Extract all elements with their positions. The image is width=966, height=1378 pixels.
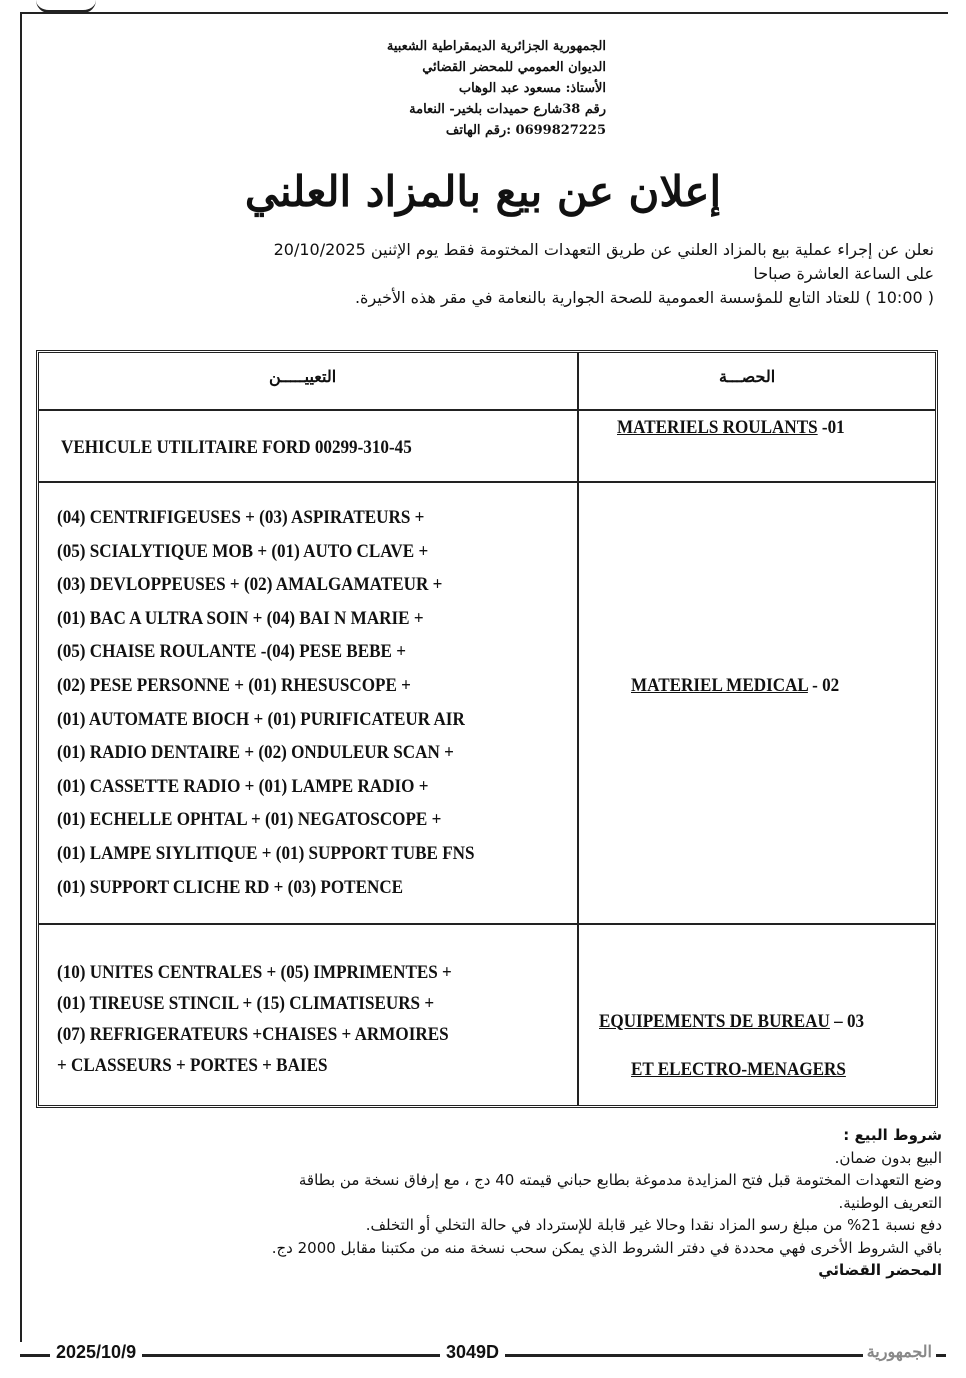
lot-1-number: -01 [821, 417, 845, 438]
list-item: (10) UNITES CENTRALES + (05) IMPRIMENTES + [57, 962, 452, 983]
header-bailiff-name: الأستاذ: مسعود عبد الوهاب [458, 81, 606, 96]
list-item: (01) BAC A ULTRA SOIN + (04) BAI N MARIE + [57, 607, 424, 629]
lot-1-label [617, 417, 845, 439]
lot-1-item: VEHICULE UTILITAIRE FORD 00299-310-45 [61, 437, 412, 458]
lot-2-items [57, 501, 475, 904]
intro-line-3: ( 10:00 ) للعتاد التابع للمؤسسة العمومية للصحة الجوارية بالنعامة في مقر هذه الأخيرة. [354, 288, 934, 307]
table-column-divider [577, 353, 579, 1105]
table-row-divider-1 [39, 481, 935, 483]
footer [20, 1340, 946, 1370]
table-row-divider-2 [39, 923, 935, 925]
lot-3-items [57, 957, 452, 1081]
list-item: (05) CHAISE ROULANTE -(04) PESE BEBE + [57, 641, 406, 663]
list-item: (01) TIREUSE STINCIL + (15) CLIMATISEURS + [57, 993, 435, 1014]
lot-2-number: - 02 [812, 675, 840, 696]
footer-code: 3049D [440, 1342, 505, 1363]
lot-3-number: – 03 [834, 1011, 865, 1032]
column-header-lot: الحصـــة [719, 367, 776, 386]
condition-line-5: باقي الشروط الأخرى فهي محددة في دفتر الشروط الذي يمكن سحب نسخة منه من مكتبنا مقابل 2000 دج. [271, 1238, 942, 1257]
intro-paragraph [34, 238, 934, 310]
lots-table [36, 350, 938, 1108]
newspaper-logo: الجمهورية [863, 1342, 936, 1361]
condition-line-1: البيع بدون ضمان. [834, 1148, 942, 1167]
condition-line-2: وضع التعهدات المختومة قبل فتح المزايدة مدموغة بطابع حباني قيمته 40 دج ، مع إرفاق نسخة من بطاقة [298, 1171, 942, 1189]
condition-line-3: التعريف الوطنية. [838, 1193, 942, 1212]
table-header-divider [39, 409, 935, 411]
conditions-title: شروط البيع : [843, 1126, 942, 1144]
list-item: (07) REFRIGERATEURS +CHAISES + ARMOIRES [57, 1024, 449, 1045]
page-title: إعلان عن بيع بالمزاد العلني [244, 167, 722, 216]
condition-line-4: دفع نسبة 21% من مبلغ رسو المزاد نقدا وحالا غير قابلة للإسترداد في حالة التخلي أو التخلف. [365, 1216, 942, 1234]
lot-2-label [631, 675, 839, 697]
lot-3-label-line2 [631, 1059, 846, 1081]
header-country: الجمهورية الجزائرية الديمقراطية الشعبية [386, 39, 606, 54]
list-item: (01) SUPPORT CLICHE RD + (03) POTENCE [57, 876, 404, 898]
column-header-designation: التعييـــــن [269, 367, 337, 386]
list-item: (04) CENTRIFIGEUSES + (03) ASPIRATEURS + [57, 507, 425, 528]
signature: المحضر القضائي [818, 1261, 942, 1279]
lot-2-label-text: MATERIEL MEDICAL [631, 675, 808, 696]
list-item: (01) ECHELLE OPHTAL + (01) NEGATOSCOPE + [57, 809, 442, 831]
list-item: (01) LAMPE SIYLITIQUE + (01) SUPPORT TUBE FNS [57, 842, 475, 864]
list-item: + CLASSEURS + PORTES + BAIES [57, 1055, 328, 1076]
bailiff-header [306, 36, 606, 141]
intro-line-1: نعلن عن إجراء عملية بيع بالمزاد العلني عن طريق التعهدات المختومة فقط يوم الإثنين 20/10/2025 [273, 240, 934, 259]
lot-3-label [599, 1011, 864, 1033]
list-item: (01) AUTOMATE BIOCH + (01) PURIFICATEUR AIR [57, 708, 465, 730]
lot-3-label-text: EQUIPEMENTS DE BUREAU [599, 1011, 830, 1032]
header-phone: 0699827225 :رقم الهاتف [445, 123, 606, 138]
list-item: (02) PESE PERSONNE + (01) RHESUSCOPE + [57, 674, 411, 696]
lot-3-label2-text: ET ELECTRO-MENAGERS [631, 1059, 846, 1080]
list-item: (01) RADIO DENTAIRE + (02) ONDULEUR SCAN + [57, 742, 454, 764]
header-office: الديوان العمومي للمحضر القضائي [422, 60, 606, 75]
list-item: (01) CASSETTE RADIO + (01) LAMPE RADIO + [57, 775, 429, 797]
header-address: رقم 38شارع حميدات بلخير- النعامة [409, 102, 606, 117]
intro-line-2: على الساعة العاشرة صباحا [753, 264, 934, 283]
list-item: (03) DEVLOPPEUSES + (02) AMALGAMATEUR + [57, 574, 443, 596]
sale-conditions [32, 1124, 942, 1282]
footer-date: 2025/10/9 [50, 1342, 142, 1363]
lot-1-label-text: MATERIELS ROULANTS [617, 417, 818, 438]
list-item: (05) SCIALYTIQUE MOB + (01) AUTO CLAVE + [57, 540, 429, 562]
